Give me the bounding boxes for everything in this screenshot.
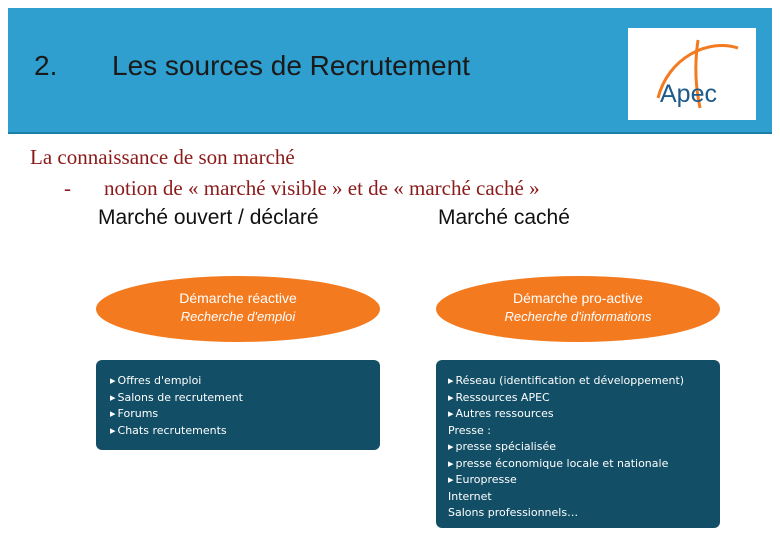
- reactive-approach-ellipse: [96, 276, 380, 342]
- header-banner: [8, 8, 772, 134]
- open-market-sources-box: [96, 360, 380, 450]
- section-subtitle: La connaissance de son marché: [30, 145, 295, 169]
- open-market-list: [96, 360, 380, 439]
- section-number: 2.: [34, 50, 58, 81]
- reactive-title: Démarche réactive: [179, 290, 297, 306]
- notion-line: [64, 176, 540, 201]
- list-item: ▸ Offres d'emploi: [110, 373, 380, 390]
- list-item: ▸ presse économique locale et nationale: [448, 456, 720, 473]
- proactive-subtitle: Recherche d'informations: [504, 309, 652, 324]
- notion-text: notion de « marché visible » et de « marché caché »: [104, 176, 540, 200]
- list-item: ▸ Réseau (identification et développement): [448, 373, 720, 390]
- hidden-market-sources-box: [436, 360, 720, 528]
- list-item: ▸ Europresse: [448, 472, 720, 489]
- right-column-label: Marché caché: [438, 206, 570, 229]
- list-item: ▸ Salons de recrutement: [110, 390, 380, 407]
- dash-bullet: -: [64, 176, 71, 200]
- list-item: ▸ presse spécialisée: [448, 439, 720, 456]
- left-column-label: Marché ouvert / déclaré: [98, 206, 319, 229]
- proactive-approach-ellipse: [436, 276, 720, 342]
- hidden-market-list: [436, 360, 720, 522]
- list-item: ▸ Ressources APEC: [448, 390, 720, 407]
- list-item: ▸ Forums: [110, 406, 380, 423]
- list-item: ▸ Chats recrutements: [110, 423, 380, 440]
- reactive-subtitle: Recherche d'emploi: [180, 309, 296, 324]
- list-item: Presse :: [448, 423, 491, 437]
- apec-logo: [628, 28, 756, 120]
- page-title: Les sources de Recrutement: [112, 50, 470, 81]
- list-item: ▸ Autres ressources: [448, 406, 720, 423]
- proactive-title: Démarche pro-active: [513, 290, 643, 306]
- logo-text: Apec: [660, 80, 717, 108]
- list-item: Internet: [448, 489, 492, 503]
- list-item: Salons professionnels…: [448, 506, 579, 519]
